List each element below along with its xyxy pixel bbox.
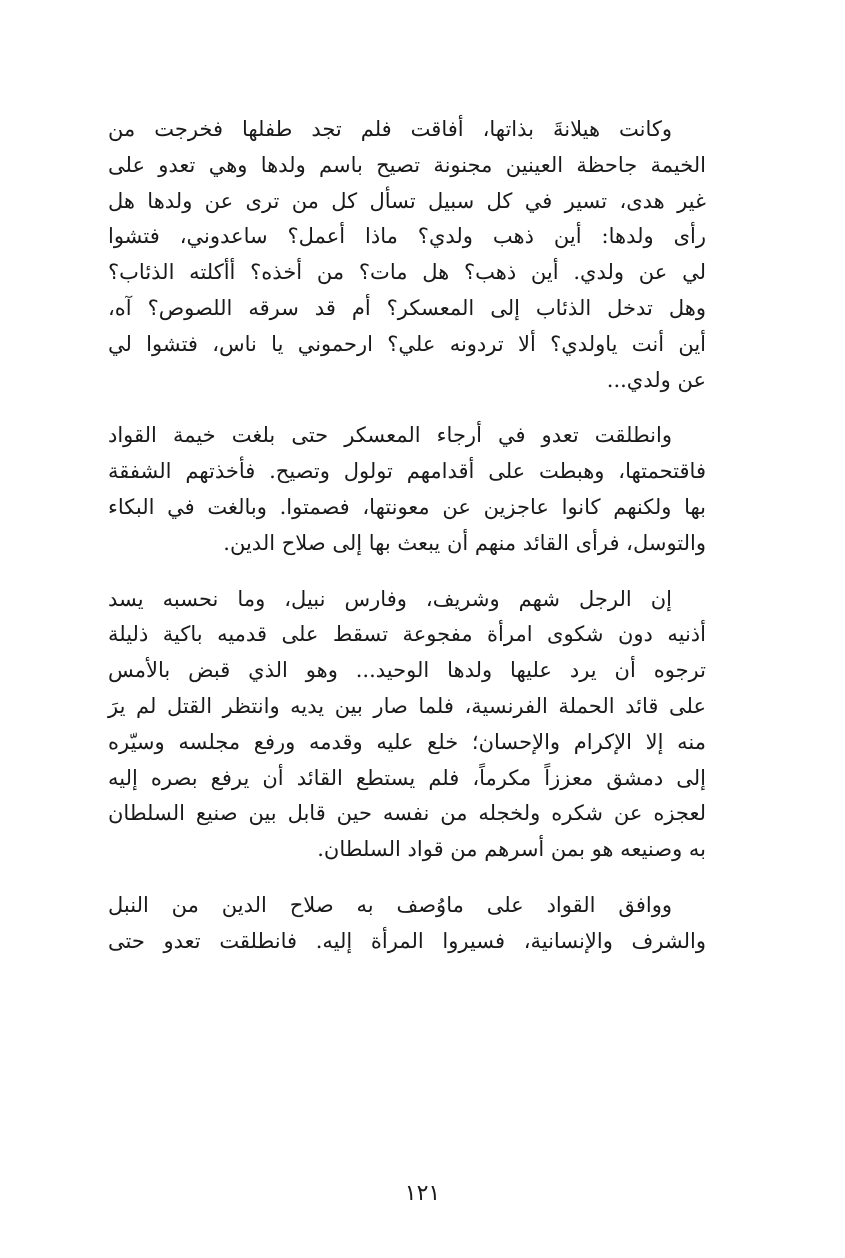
body-text xyxy=(108,112,706,980)
text-line: رأى ولدها: أين ذهب ولدي؟ ماذا أعمل؟ ساعدوني، فتشوا xyxy=(108,224,706,249)
text-line: ووافق القواد على ماوُصف به صلاح الدين من النبل xyxy=(108,892,672,917)
text-line: وانطلقت تعدو في أرجاء المعسكر حتى بلغت خيمة القواد xyxy=(108,423,672,448)
text-line: لي عن ولدي. أين ذهب؟ هل مات؟ من أخذه؟ أأكلته الذئاب؟ xyxy=(108,260,706,285)
text-line: والشرف والإنسانية، فسيروا المرأة إليه. فانطلقت تعدو حتى xyxy=(108,928,706,953)
paragraph-4 xyxy=(108,888,706,960)
text-line: والتوسل، فرأى القائد منهم أن يبعث بها إلى صلاح الدين. xyxy=(223,530,706,555)
text-line: ترجوه أن يرد عليها ولدها الوحيد... وهو الذي قبض بالأمس xyxy=(108,658,706,683)
text-line: على قائد الحملة الفرنسية، فلما صار بين يديه وانتظر القتل لم يرَ xyxy=(108,693,706,718)
text-line: منه إلا الإكرام والإحسان؛ خلع عليه وقدمه ورفع مجلسه وسيّره xyxy=(108,729,706,754)
text-line: لعجزه عن شكره ولخجله من نفسه حين قابل بين صنيع السلطان xyxy=(108,801,706,826)
text-line: وهل تدخل الذئاب إلى المعسكر؟ أم قد سرقه اللصوص؟ آه، xyxy=(108,295,706,320)
text-line: أذنيه دون شكوى امرأة مفجوعة تسقط على قدميه باكية ذليلة xyxy=(108,622,706,647)
text-line: به وصنيعه هو بمن أسرهم من قواد السلطان. xyxy=(317,837,706,862)
text-line: الخيمة جاحظة العينين مجنونة تصيح باسم ولدها وهي تعدو على xyxy=(108,152,706,177)
text-line: إلى دمشق معززاً مكرماً، فلم يستطع القائد أن يرفع بصره إليه xyxy=(108,765,706,790)
paragraph-1 xyxy=(108,112,706,398)
page-number: ١٢١ xyxy=(404,1181,441,1206)
paragraph-2 xyxy=(108,418,706,561)
text-line: عن ولدي... xyxy=(606,367,706,392)
text-line: إن الرجل شهم وشريف، وفارس نبيل، وما نحسبه يسد xyxy=(108,586,672,611)
paragraph-3 xyxy=(108,582,706,868)
text-line: فاقتحمتها، وهبطت على أقدامهم تولول وتصيح. فأخذتهم الشفقة xyxy=(108,459,706,484)
text-line: غير هدى، تسير في كل سبيل تسأل كل من ترى عن ولدها هل xyxy=(108,188,706,213)
text-line: أين أنت ياولدي؟ ألا تردونه علي؟ ارحموني يا ناس، فتشوا لي xyxy=(108,331,706,356)
text-line: وكانت هيلانةَ بذاتها، أفاقت فلم تجد طفلها فخرجت من xyxy=(108,117,672,141)
text-line: بها ولكنهم كانوا عاجزين عن معونتها، فصمتوا. وبالغت في البكاء xyxy=(108,494,706,519)
